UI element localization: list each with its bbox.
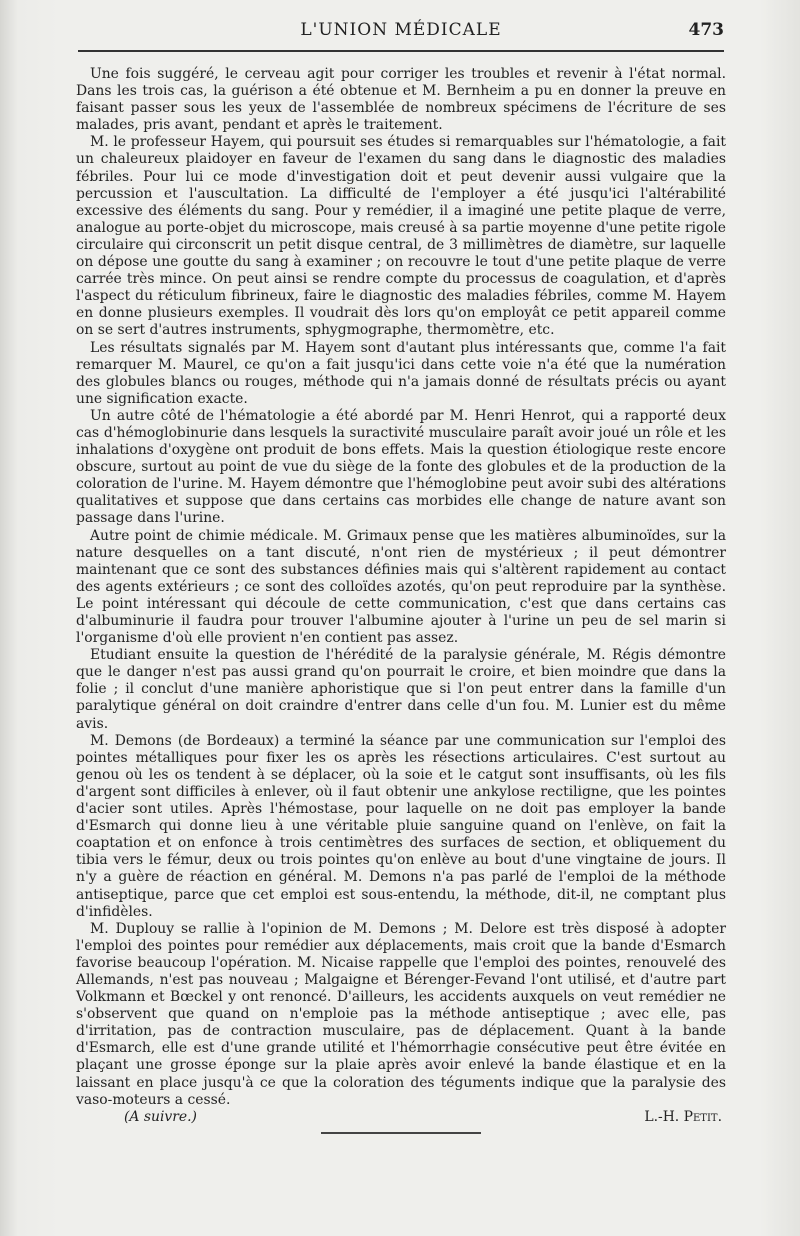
page-number: 473 <box>688 20 724 40</box>
signature-row <box>76 1109 726 1126</box>
running-head: L'UNION MÉDICALE <box>300 20 502 40</box>
end-rule <box>321 1132 481 1134</box>
paragraph: M. le professeur Hayem, qui poursuit ses études si remarquables sur l'hématologie, a fait un chaleureux plaidoyer en faveur de l'examen du sang dans le diagnostic des maladies fébriles. Pour lui ce mode d'investigation doit et peut devenir aussi vulgaire que la percussion et l'auscultation. La difficulté de l'employer a été jusqu'ici l'altérabilité excessive des éléments du sang. Pour y remédier, il a imaginé une petite plaque de verre, analogue au porte-objet du microscope, mais creusé à sa partie moyenne d'une petite rigole circulaire qui circonscrit un petit disque central, de 3 millimètres de diamètre, sur laquelle on dépose une goutte du sang à examiner ; on recouvre le tout d'une petite plaque de verre carrée très mince. On peut ainsi se rendre compte du processus de coagulation, et d'après l'aspect du réticulum fibrineux, faire le diagnostic des maladies fébriles, comme M. Hayem en donne plusieurs exemples. Il voudrait dès lors qu'on employât ce petit appareil comme on se sert d'autres instruments, sphygmographe, thermomètre, etc. <box>76 134 726 339</box>
paragraph: M. Duplouy se rallie à l'opinion de M. Demons ; M. Delore est très disposé à adopter l'emploi des pointes pour remédier aux déplacements, mais croit que la bande d'Esmarch favorise beaucoup l'opération. M. Nicaise rappelle que l'emploi des pointes, renouvelé des Allemands, n'est pas nouveau ; Malgaigne et Bérenger-Fevand l'ont utilisé, et d'autre part Volkmann et Bœckel y ont renoncé. D'ailleurs, les accidents auxquels on veut remédier ne s'observent que quand on n'emploie pas la méthode antiseptique ; avec elle, pas d'irritation, pas de contraction musculaire, pas de déplacement. Quant à la bande d'Esmarch, elle est d'une grande utilité et l'hémorrhagie consécutive peut être évitée en plaçant une grosse éponge sur la plaie après avoir enlevé la bande élastique et en la laissant en place jusqu'à ce que la coloration des téguments indique que la paralysie des vaso-moteurs a cessé. <box>76 920 726 1108</box>
article-body <box>76 66 726 1134</box>
author-signature: L.-H. Petit. <box>644 1108 722 1125</box>
paragraph: Une fois suggéré, le cerveau agit pour corriger les troubles et revenir à l'état normal. Dans les trois cas, la guérison a été obtenue et M. Bernheim a pu en donner la preuve en faisant passer sous les yeux de l'assemblée de nombreux spécimens de l'écriture de ses malades, pris avant, pendant et après le traitement. <box>76 66 726 134</box>
header-rule <box>78 50 724 52</box>
to-be-continued: (A suivre.) <box>124 1108 197 1125</box>
paragraph: Etudiant ensuite la question de l'hérédité de la paralysie générale, M. Régis démontre que le danger n'est pas aussi grand qu'on pourrait le croire, et bien moindre que dans la folie ; il conclut d'une manière aphoristique que si l'on peut entrer dans la famille d'un paralytique général on doit craindre d'entrer dans celle d'un fou. M. Lunier est du même avis. <box>76 647 726 732</box>
paragraph: Un autre côté de l'hématologie a été abordé par M. Henri Henrot, qui a rapporté deux cas d'hémoglobinurie dans lesquels la suractivité musculaire paraît avoir joué un rôle et les inhalations d'oxygène ont produit de bons effets. Mais la question étiologique reste encore obscure, surtout au point de vue du siège de la fonte des globules et de la production de la coloration de l'urine. M. Hayem démontre que l'hémoglobine peut avoir subi des altérations qualitatives et suppose que dans certains cas morbides elle change de nature avant son passage dans l'urine. <box>76 407 726 527</box>
paragraph: M. Demons (de Bordeaux) a terminé la séance par une communication sur l'emploi des pointes métalliques pour fixer les os après les résections articulaires. C'est surtout au genou où les os tendent à se déplacer, où la soie et le catgut sont insuffisants, où les fils d'argent sont difficiles à enlever, où il faut obtenir une ankylose rectiligne, que les pointes d'acier sont utiles. Après l'hémostase, pour laquelle on ne doit pas employer la bande d'Esmarch qui donne lieu à une véritable pluie sanguine quand on l'enlève, on fait la coaptation et on enfonce à trois centimètres des surfaces de section, et obliquement du tibia vers le fémur, deux ou trois pointes qu'on enlève au bout d'une vingtaine de jours. Il n'y a guère de réaction en général. M. Demons n'a pas parlé de l'emploi de la méthode antiseptique, parce que cet emploi est sous-entendu, la méthode, dit-il, ne comptant plus d'infidèles. <box>76 732 726 920</box>
paragraph: Autre point de chimie médicale. M. Grimaux pense que les matières albuminoïdes, sur la nature desquelles on a tant discuté, n'ont rien de mystérieux ; il peut démontrer maintenant que ce sont des substances définies mais qui s'altèrent rapidement au contact des agents extérieurs ; ce sont des colloïdes azotés, qu'on peut reproduire par la synthèse. Le point intéressant qui découle de cette communication, c'est que dans certains cas d'albuminurie il faudra pour trouver l'albumine ajouter à l'urine un peu de sel marin si l'organisme d'où elle provient n'en contient pas assez. <box>76 527 726 647</box>
paragraph: Les résultats signalés par M. Hayem sont d'autant plus intéressants que, comme l'a fait remarquer M. Maurel, ce qu'on a fait jusqu'ici dans cette voie n'a été que la numération des globules blancs ou rouges, méthode qui n'a jamais donné de résultats précis ou ayant une signification exacte. <box>76 339 726 407</box>
page-header <box>78 20 724 44</box>
